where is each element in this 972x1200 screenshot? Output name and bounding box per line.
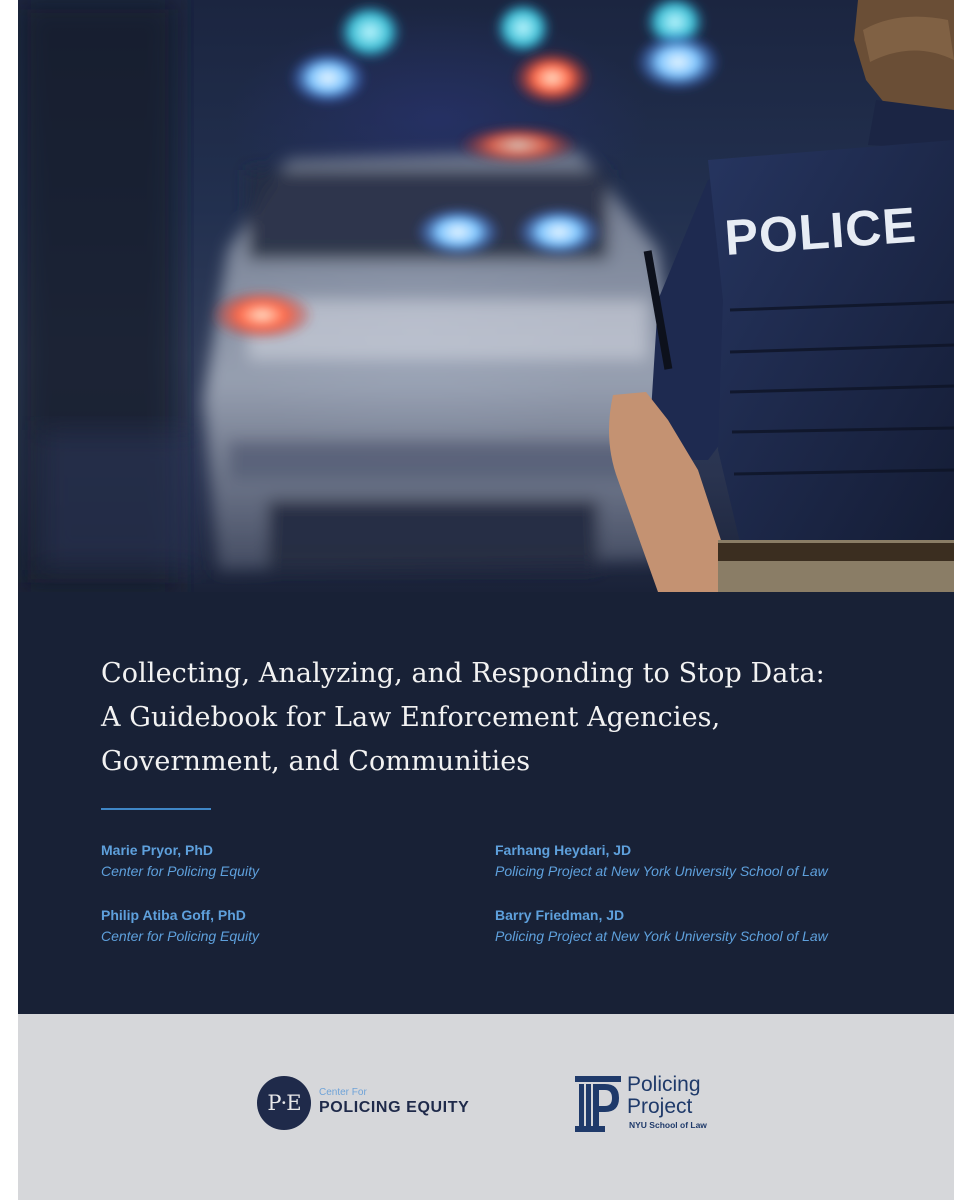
hero-photo	[18, 0, 954, 592]
title-line-2: A Guidebook for Law Enforcement Agencies,	[101, 702, 721, 733]
title-line-1: Collecting, Analyzing, and Responding to Stop Data:	[101, 658, 825, 689]
cover-page	[18, 0, 954, 1200]
vest-label: POLICE	[722, 196, 919, 266]
cpe-logo-name: POLICING EQUITY	[319, 1099, 470, 1116]
cpe-logo-small-text: Center For	[319, 1087, 367, 1098]
pp-line-1: Policing	[627, 1073, 701, 1096]
policing-project-logo	[575, 1074, 745, 1136]
footer-logos	[18, 1014, 954, 1200]
center-for-policing-equity-logo	[257, 1076, 487, 1132]
policing-project-wordmark	[627, 1074, 701, 1118]
author-name: Barry Friedman, JD	[495, 907, 625, 923]
author-affiliation: Center for Policing Equity	[101, 928, 259, 944]
police-scene-illustration	[18, 0, 954, 592]
author-entry	[495, 840, 915, 882]
title-panel	[18, 592, 954, 1014]
pp-subtitle: NYU School of Law	[629, 1120, 707, 1130]
pp-line-2: Project	[627, 1095, 693, 1118]
author-affiliation: Center for Policing Equity	[101, 863, 259, 879]
author-name: Philip Atiba Goff, PhD	[101, 907, 246, 923]
accent-divider	[101, 808, 211, 810]
pe-monogram-icon: P·E	[257, 1076, 311, 1130]
document-title	[101, 652, 881, 784]
title-line-3: Government, and Communities	[101, 746, 531, 777]
author-name: Farhang Heydari, JD	[495, 842, 632, 858]
author-affiliation: Policing Project at New York University School of Law	[495, 928, 828, 944]
author-affiliation: Policing Project at New York University School of Law	[495, 863, 828, 879]
author-entry	[101, 840, 521, 882]
author-name: Marie Pryor, PhD	[101, 842, 214, 858]
author-entry	[495, 905, 915, 947]
column-p-icon	[575, 1076, 621, 1132]
author-entry	[101, 905, 521, 947]
